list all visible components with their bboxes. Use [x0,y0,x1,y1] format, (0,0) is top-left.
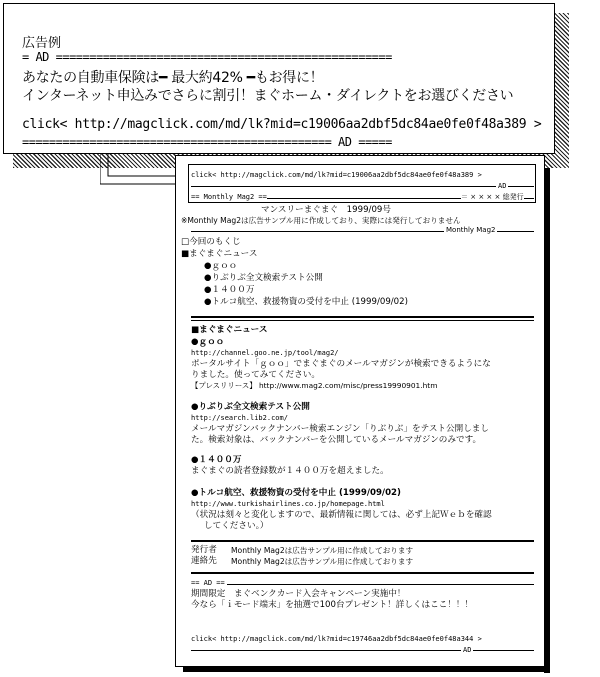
doc-news-heading: ■まぐまぐニュース [191,325,268,335]
doc-goo-title: ●ｇｏｏ [191,337,225,347]
doc-publisher-text: Monthly Mag2は広告サンプル用に作成しております [231,546,414,555]
doc-click-link-top[interactable]: click< http://magclick.com/md/lk?mid=c19006aa2dbf5dc84ae0fe0f48a389 > [191,171,482,179]
doc-section-rule [191,316,534,318]
doc-toc-heading: □今回のもくじ [181,237,241,247]
doc-ad2-rule [191,584,534,585]
callout-separator-bottom: ============================================== AD ===== [22,135,392,149]
doc-footer-rule-2 [191,572,534,574]
doc-lib-title: ●りぶりぶ全文検索テスト公開 [191,402,310,412]
doc-goo-url[interactable]: http://channel.goo.ne.jp/tool/mag2/ [191,349,339,357]
ad-callout-box [3,3,555,154]
doc-sample-note: ※Monthly Mag2は広告サンプル用に作成しており、実際には発行しておりません [181,216,461,225]
callout-click-link[interactable]: click< http://magclick.com/md/lk?mid=c19006aa2dbf5dc84ae0fe0f48a389 > [22,117,542,132]
doc-num-title: ●１４００万 [191,455,242,465]
doc-lib-text-2: た。検索対象は、バックナンバーを公開しているメールマガジンのみです。 [191,435,482,445]
doc-toc-item: ●ｇｏｏ [204,261,238,271]
doc-ad2-mark: == AD == [191,579,225,587]
doc-click-link-bottom[interactable]: click< http://magclick.com/md/lk?mid=c19746aa2dbf5dc84ae0fe0f48a344 > [191,635,482,643]
doc-goo-text-1: ポータルサイト「ｇｏｏ」でまぐまぐのメールマガジンが検索できるようにな [191,359,491,369]
doc-footer-rule [191,540,534,542]
doc-num-text: まぐまぐの読者登録数が１４００万を超えました。 [191,466,389,476]
doc-lib-url[interactable]: http://search.lib2.com/ [191,414,288,422]
doc-toc-subheading: ■まぐまぐニュース [181,249,258,259]
callout-label: 広告例 [22,36,62,51]
doc-ad-mark-bottom: AD [463,646,472,654]
doc-lib-text-1: メールマガジンバックナンバー検索エンジン「りぶりぶ」をテスト公開しまし [191,424,489,434]
doc-contact-text: Monthly Mag2は広告サンプル用に作成しております [231,557,414,566]
doc-section-rule-2 [191,320,534,321]
doc-toc-item: ●１４００万 [204,285,255,295]
callout-separator-top: = AD ================================================== [22,50,392,64]
doc-issue-title: マンスリーまぐまぐ 1999/09号 [261,205,391,215]
doc-ad-rule-bottom [191,650,534,651]
doc-ad-rule-top [191,186,534,187]
doc-header-left: == Monthly Mag2 == [191,193,267,201]
callout-ad-line-1: あなたの自動車保険は━ 最大約42% ━もお得に！ [22,70,324,86]
doc-header-right: ＝ × × × × 総発行 [461,193,524,201]
doc-toc-item: ●トルコ航空、救援物資の受付を中止 (1999/09/02) [204,297,408,307]
doc-goo-text-2: りました。使ってみてください。 [191,370,320,380]
doc-turkish-title: ●トルコ航空、救援物資の受付を中止 (1999/09/02) [191,488,401,498]
doc-turkish-text-1: （状況は刻々と変化しますので、最新情報に関しては、必ず上記Ｗｅｂを確認 [191,510,492,520]
doc-toc-item: ●りぶりぶ全文検索テスト公開 [204,273,323,283]
doc-turkish-url[interactable]: http://www.turkishairlines.co.jp/homepage.html [191,500,385,508]
doc-rule-label: Monthly Mag2 [446,226,496,234]
newsletter-document [175,155,545,667]
doc-publisher-label: 発行者 [191,545,217,555]
doc-contact-label: 連絡先 [191,556,217,566]
callout-ad-line-2: インターネット申込みでさらに割引！まぐホーム・ダイレクトをお選びください [22,88,514,104]
doc-ad2-line-2: 今なら「ｉモード端末」を抽選で100台プレゼント！詳しくはここ！！！ [191,600,474,610]
doc-ad-mark-top: AD [498,182,507,190]
doc-goo-press[interactable]: 【プレスリリース】 http://www.mag2.com/misc/press19990901.htm [191,381,438,390]
doc-turkish-text-2: してください。） [204,521,269,531]
doc-ad2-line-1: 期間限定 まぐベンクカード入会キャンペーン実施中！ [191,589,406,599]
